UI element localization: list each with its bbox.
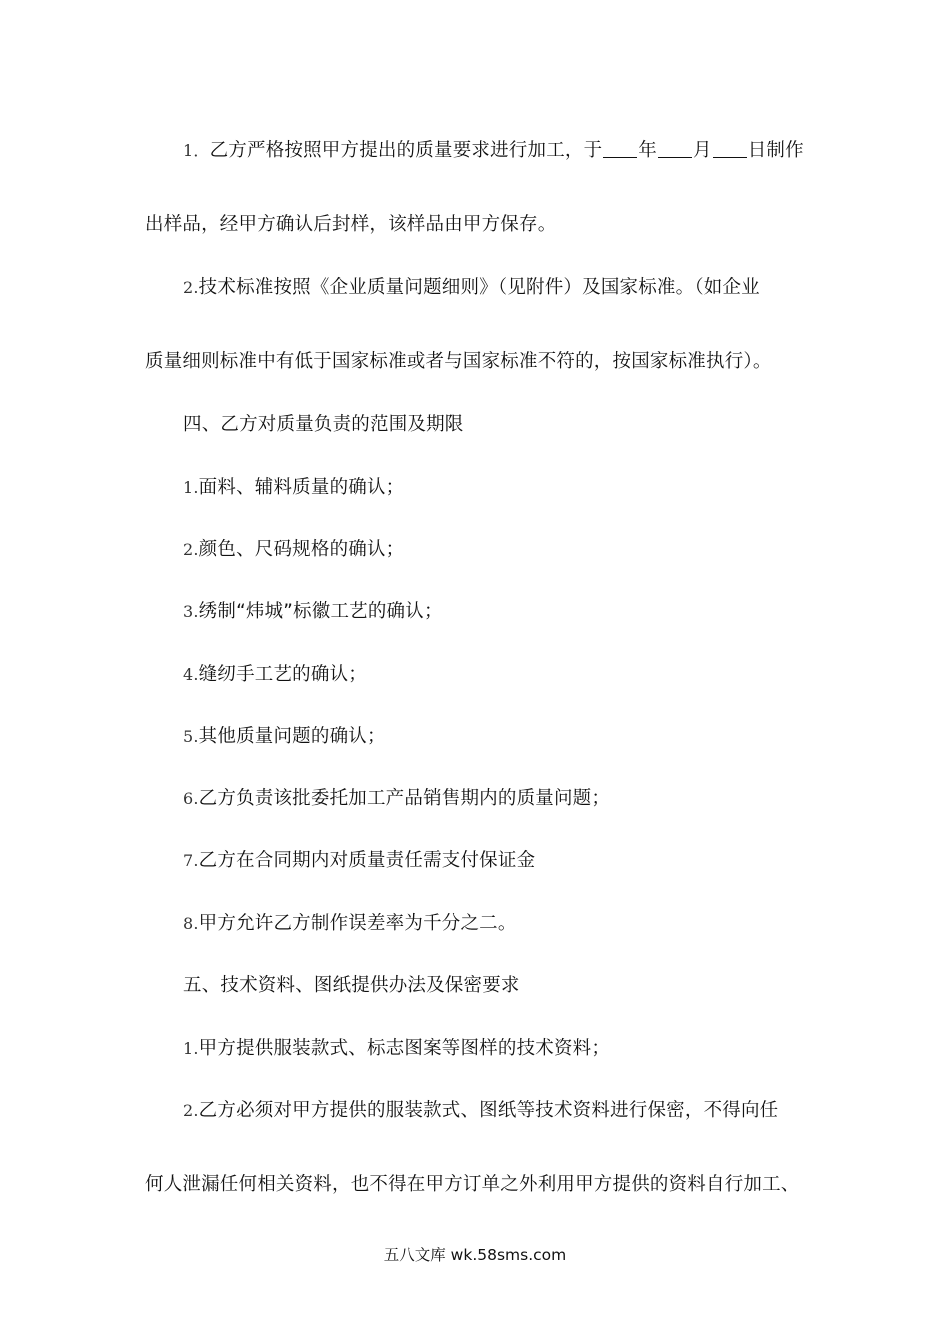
item-number: 6.: [183, 789, 199, 808]
item-number: 4.: [183, 665, 199, 684]
footer-watermark: 五八文库 wk.58sms.com: [383, 1246, 567, 1264]
item-text: 甲方允许乙方制作误差率为千分之二。: [198, 913, 517, 934]
clause-text: 日制作: [747, 140, 804, 161]
clause-2-continuation: 质量细则标准中有低于国家标准或者与国家标准不符的，按国家标准执行）。: [145, 351, 772, 372]
clause-number: 1．: [183, 141, 210, 160]
item-number: 3.: [183, 602, 199, 621]
list-item: [183, 476, 404, 500]
item-number: 7.: [183, 851, 199, 870]
list-item: [183, 538, 404, 562]
clause-continuation: 何人泄漏任何相关资料，也不得在甲方订单之外利用甲方提供的资料自行加工、: [145, 1174, 800, 1195]
list-item: [183, 787, 610, 811]
clause-text: 年: [638, 140, 657, 161]
item-text: 面料、辅料质量的确认；: [198, 477, 405, 498]
item-number: 1.: [183, 1039, 199, 1058]
item-number: 2.: [183, 1101, 199, 1120]
list-item: [183, 600, 443, 624]
item-number: 2.: [183, 540, 199, 559]
list-item: [183, 1037, 610, 1061]
clause-2-line: [183, 276, 760, 300]
item-text: 绣制“炜城”标徽工艺的确认；: [198, 601, 443, 622]
clause-1-continuation: 出样品，经甲方确认后封样，该样品由甲方保存。: [145, 214, 557, 235]
item-text: 其他质量问题的确认；: [198, 726, 386, 747]
list-item: [183, 663, 367, 687]
clause-text: 技术标准按照《企业质量问题细则》（见附件）及国家标准。（如企业: [198, 277, 760, 298]
blank-line: [713, 141, 747, 158]
clause-text: 月: [693, 140, 712, 161]
section-5-heading: 五、技术资料、图纸提供办法及保密要求: [183, 975, 520, 996]
item-text: 乙方负责该批委托加工产品销售期内的质量问题；: [198, 788, 611, 809]
item-text: 乙方必须对甲方提供的服装款式、图纸等技术资料进行保密，不得向任: [198, 1100, 779, 1121]
item-text: 甲方提供服装款式、标志图案等图样的技术资料；: [198, 1038, 611, 1059]
clause-1-line: [183, 139, 804, 163]
blank-line: [658, 141, 692, 158]
item-text: 乙方在合同期内对质量责任需支付保证金: [198, 850, 536, 871]
clause-text: 乙方严格按照甲方提出的质量要求进行加工，于: [209, 140, 603, 161]
blank-line: [603, 141, 637, 158]
item-number: 5.: [183, 727, 199, 746]
item-text: 缝纫手工艺的确认；: [198, 664, 367, 685]
list-item: [183, 1099, 778, 1123]
list-item: [183, 912, 517, 936]
list-item: [183, 849, 535, 873]
item-text: 颜色、尺码规格的确认；: [198, 539, 405, 560]
clause-number: 2.: [183, 278, 199, 297]
item-number: 1.: [183, 478, 199, 497]
section-4-heading: 四、乙方对质量负责的范围及期限: [183, 414, 464, 435]
list-item: [183, 725, 386, 749]
item-number: 8.: [183, 914, 199, 933]
